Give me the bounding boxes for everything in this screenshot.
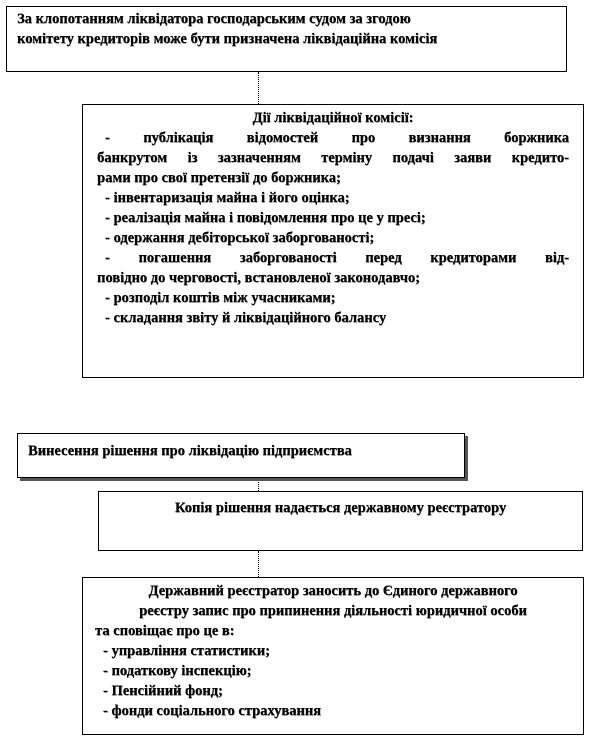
box5-line-3: та сповіщає про це в: [95,623,235,639]
liquidation-decision-box [17,433,465,478]
connector-1-2 [258,72,259,104]
box2-line-10: - складання звіту й ліквідаційного балансу [105,310,387,326]
liquidation-commission-box [6,6,567,72]
box5-line-6: - Пенсійний фонд; [103,683,223,699]
box5-line-7: - фонди соціального страхування [103,703,321,719]
box3-text: Винесення рішення про ліквідацію підприємства [28,443,352,459]
decision-copy-box [98,491,583,551]
box5-line-4: - управління статистики; [103,643,270,659]
box4-text: Копія рішення надається державному реєстратору [174,500,507,516]
commission-actions-box [82,104,584,378]
state-registrar-box [82,577,584,735]
box2-line-6: - одержання дебіторської заборгованості; [105,230,375,246]
box2-line-9: - розподіл коштів між учасниками; [105,290,336,306]
box2-line-5: - реалізація майна і повідомлення про це у пресі; [105,210,426,226]
box5-line-1: Державний реєстратор заносить до Єдиного державного [148,583,518,599]
box5-line-2: реєстру запис про припинення діяльності юридичної особи [139,603,527,619]
connector-3-4 [258,478,259,491]
box5-line-5: - податкову інспекцію; [103,663,252,679]
box2-line-3: рами про свої претензії до боржника; [97,170,341,186]
box2-line-1: - публікація відомостей про визнання боржника [105,130,569,146]
box2-line-8: повідно до черговості, встановленої законодавчо; [97,270,420,286]
box2-line-7: - погашення заборгованості перед кредиторами від- [105,250,569,266]
box1-line-2: комітету кредиторів може бути призначена ліквідаційна комісія [17,31,438,47]
box2-line-4: - інвентаризація майна і його оцінка; [105,190,350,206]
box2-line-2: банкрутом із зазначенням терміну подачі заяви кредито- [97,150,569,166]
box2-title: Дії ліквідаційної комісії: [252,110,414,126]
connector-4-5 [258,551,259,577]
box1-line-1: За клопотанням ліквідатора господарським судом за згодою [17,11,411,27]
